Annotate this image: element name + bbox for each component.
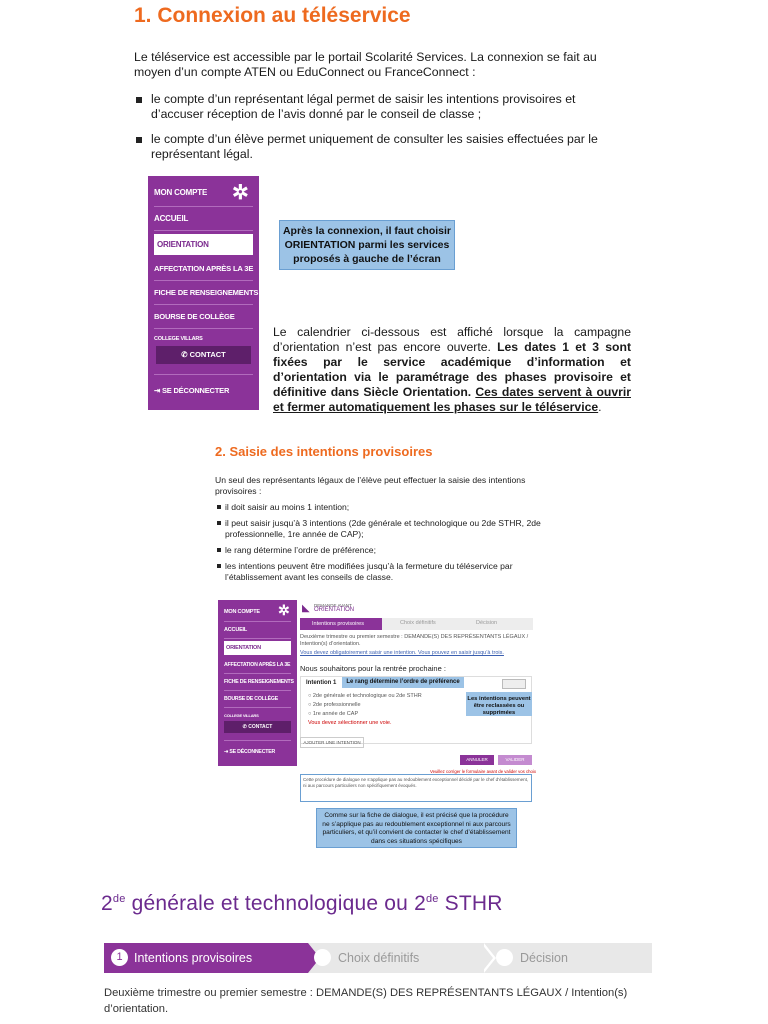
mini-step-2[interactable]: Choix définitifs: [400, 620, 436, 626]
menu-item-orientation[interactable]: ORIENTATION: [154, 234, 253, 255]
section2-intro: Un seul des représentants légaux de l’élève peut effectuer la saisie des intentions provisoires :: [215, 475, 526, 496]
mini-red-note: Veuillez corriger le formulaire avant de valider vos choix: [430, 769, 537, 774]
mini-help: Vous devez obligatoirement saisir une intention. Vous pouvez en saisir jusqu’à trois.: [300, 650, 504, 656]
step-2-arrow: [481, 943, 493, 973]
section3-title: 2de générale et technologique ou 2de STHR: [101, 892, 503, 915]
mini-stepbar: [300, 618, 533, 630]
mini-wish: Nous souhaitons pour la rentrée prochaine :: [300, 664, 446, 673]
mini-header-small: DEMANDE AVANT: [314, 603, 352, 608]
menu-item-accueil[interactable]: ACCUEIL: [154, 214, 189, 223]
phone-icon: ✆: [181, 350, 190, 359]
contact-button[interactable]: ✆ CONTACT: [156, 346, 251, 364]
section1-bullet-2: le compte d’un élève permet uniquement de consulter les saisies effectuées par le représentant légal.: [151, 132, 631, 162]
menu-item-accueil[interactable]: ACCUEIL: [224, 627, 248, 633]
mini-header: ORIENTATION: [314, 607, 355, 613]
steps-bar: [104, 943, 652, 973]
section1-bullet-1: le compte d’un représentant légal permet de saisir les intentions provisoires et d’accuser réception de l’avis donné par le conseil de classe ;: [151, 92, 631, 122]
logout-icon: ⇥: [224, 749, 230, 755]
rank-tag: Le rang détermine l’ordre de préférence: [342, 677, 464, 688]
reorder-tag: Les intentions peuvent être reclassées ou supprimées: [466, 692, 532, 716]
cancel-button[interactable]: ANNULER: [460, 755, 494, 765]
section2-bullet-4: les intentions peuvent être modifiées jusqu’à la fermeture du téléservice par l’établissement avant les conseils de classe.: [225, 561, 555, 583]
gear-icon: ✲: [232, 182, 249, 204]
step-1[interactable]: [104, 943, 308, 973]
section1-title: 1. Connexion au téléservice: [134, 4, 411, 27]
section1-intro: Le téléservice est accessible par le portail Scolarité Services. La connexion se fait au moyen d’un compte ATEN ou EduConnect ou FranceConnect :: [134, 50, 597, 79]
menu-item-bourse[interactable]: BOURSE DE COLLÈGE: [154, 312, 235, 321]
step-2-number: 2: [314, 949, 331, 966]
phone-icon: ✆: [242, 724, 249, 730]
mini-dialogue-note: Cette procédure de dialogue ne s’applique pas au redoublement exceptionnel décidé par le chef d’établissement, ni aux parcours particuliers non spécifiquement évoqués.: [300, 774, 532, 802]
menu-item-orientation[interactable]: ORIENTATION: [224, 641, 291, 655]
mini-step-1[interactable]: Intentions provisoires: [300, 618, 382, 630]
menu-item-affectation[interactable]: AFFECTATION APRÈS LA 3E: [224, 662, 291, 668]
menu-header[interactable]: MON COMPTE: [224, 609, 260, 615]
section3-text: Deuxième trimestre ou premier semestre : DEMANDE(S) DES REPRÉSENTANTS LÉGAUX / Intention(s) d’orientation.: [104, 987, 628, 1015]
step-3-number: 3: [496, 949, 513, 966]
logout-link[interactable]: ⇥ SE DÉCONNECTER: [154, 386, 230, 395]
menu-item-affectation[interactable]: AFFECTATION APRÈS LA 3E: [154, 264, 254, 273]
mini-step-3[interactable]: Décision: [476, 620, 498, 626]
section2-bullet-1: il doit saisir au moins 1 intention;: [225, 502, 555, 513]
gear-icon: ✲: [278, 602, 290, 618]
callout-orientation: Après la connexion, il faut choisir ORIENTATION parmi les services proposés à gauche de l’écran: [279, 220, 455, 270]
section2-bullet-2: il peut saisir jusqu’à 3 intentions (2de générale et technologique ou 2de STHR, 2de professionnelle, 1re année de CAP);: [225, 518, 555, 540]
menu-item-bourse[interactable]: BOURSE DE COLLÈGE: [224, 696, 278, 702]
calendar-text: Le calendrier ci-dessous est affiché lorsque la campagne d’orientation n’est pas encore ouverte. Les dates 1 et 3 sont fixées par le service académique d’information et d’orientation via le paramétrage des phases provisoire et définitive dans Siècle Orientation. Ces dates servent à ouvrir et fermer automatiquement les phases sur le téléservice.: [273, 325, 632, 414]
college-label: COLLEGE VILLARS: [224, 713, 259, 718]
mini-intention-label: Intention 1: [306, 680, 337, 686]
section2-title: 2. Saisie des intentions provisoires: [215, 444, 433, 459]
mini-required: Vous devez sélectionner une voie.: [308, 720, 392, 726]
add-intention-button[interactable]: AJOUTER UNE INTENTION: [300, 737, 364, 748]
step-1-number: 1: [111, 949, 128, 966]
step-3-label[interactable]: Décision: [520, 951, 568, 965]
menu-item-fiche[interactable]: FICHE DE RENSEIGNEMENTS: [154, 288, 259, 297]
menu-header[interactable]: MON COMPTE: [154, 188, 208, 197]
college-label: COLLEGE VILLARS: [154, 336, 203, 342]
logout-icon: ⇥: [154, 386, 162, 395]
callout-dialogue: Comme sur la fiche de dialogue, il est précisé que la procédure ne s’applique pas au redoublement exceptionnel ni aux parcours particuliers, et qu’il convient de contacter le chef d’établissement dans ces situations spécifiques: [316, 808, 517, 848]
arrow-icon: ◣: [302, 603, 310, 614]
mini-option-3[interactable]: ○ 1re année de CAP: [308, 711, 359, 717]
step-2-label[interactable]: Choix définitifs: [338, 951, 420, 965]
mini-trimester: Deuxième trimestre ou premier semestre : DEMANDE(S) DES REPRÉSENTANTS LÉGAUX / Intention(s) d’orientation.: [300, 634, 529, 647]
menu-item-fiche[interactable]: FICHE DE RENSEIGNEMENTS: [224, 679, 294, 685]
mini-option-2[interactable]: ○ 2de professionnelle: [308, 702, 361, 708]
sidebar-menu: [148, 176, 259, 410]
sidebar-menu-small: [218, 600, 297, 766]
validate-button[interactable]: VALIDER: [498, 755, 532, 765]
step-1-label: Intentions provisoires: [134, 951, 253, 965]
logout-link[interactable]: ⇥ SE DÉCONNECTER: [224, 749, 276, 755]
section2-bullet-3: le rang détermine l’ordre de préférence;: [225, 545, 555, 556]
contact-button[interactable]: ✆ CONTACT: [224, 721, 291, 733]
mini-reorder-control[interactable]: [502, 679, 526, 689]
mini-option-1[interactable]: ○ 2de générale et technologique ou 2de STHR: [308, 693, 422, 699]
